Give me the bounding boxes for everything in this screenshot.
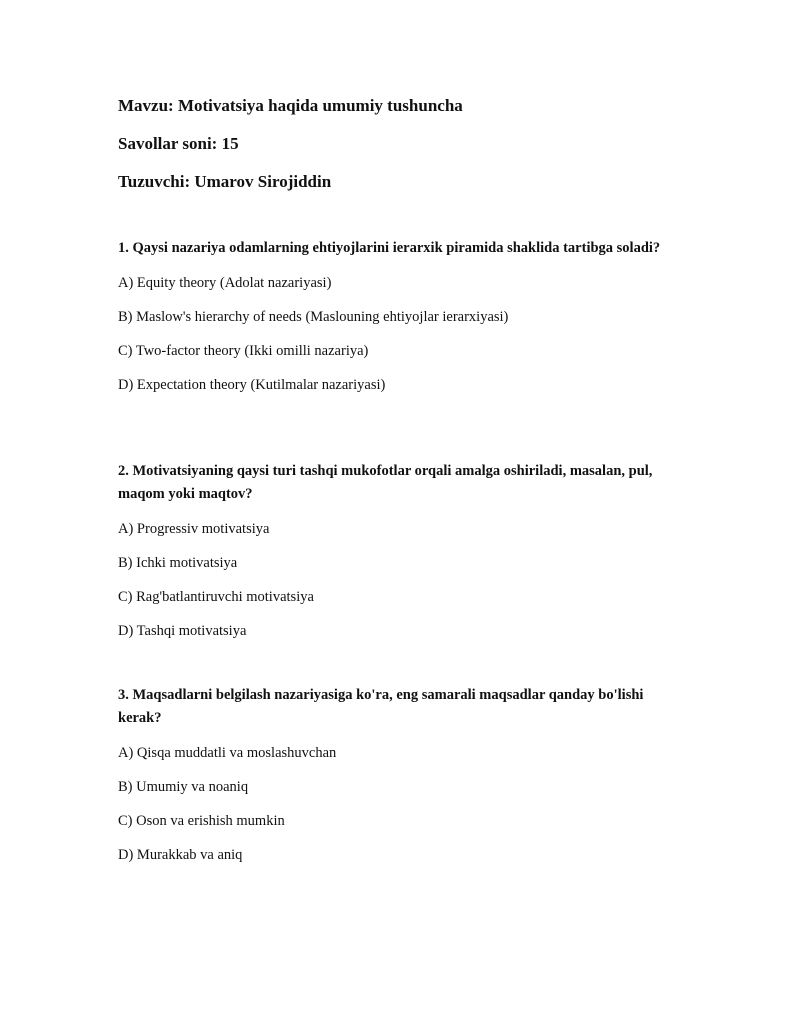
question-block-3 xyxy=(118,684,678,864)
question-block-1 xyxy=(118,237,678,394)
answer-option-c: C) Oson va erishish mumkin xyxy=(118,813,285,829)
answer-option-b: B) Ichki motivatsiya xyxy=(118,555,238,571)
answer-option-d: D) Murakkab va aniq xyxy=(118,847,243,863)
answer-option-a: A) Qisqa muddatli va moslashuvchan xyxy=(118,745,337,761)
answer-option-a: A) Equity theory (Adolat nazariyasi) xyxy=(118,275,332,291)
question-text: 3. Maqsadlarni belgilash nazariyasiga ko'ra, eng samarali maqsadlar qanday bo'lishi kerak? xyxy=(118,687,644,726)
question-count-heading: Savollar soni: 15 xyxy=(118,134,239,153)
answer-option-c: C) Rag'batlantiruvchi motivatsiya xyxy=(118,589,314,605)
answer-option-b: B) Umumiy va noaniq xyxy=(118,779,249,795)
answer-option-a: A) Progressiv motivatsiya xyxy=(118,521,270,537)
author-heading: Tuzuvchi: Umarov Sirojiddin xyxy=(118,172,332,191)
answer-option-d: D) Expectation theory (Kutilmalar nazariyasi) xyxy=(118,377,386,393)
answer-option-d: D) Tashqi motivatsiya xyxy=(118,623,247,639)
question-text: 2. Motivatsiyaning qaysi turi tashqi mukofotlar orqali amalga oshiriladi, masalan, pul, maqom yoki maqtov? xyxy=(118,463,653,502)
question-block-2 xyxy=(118,460,678,640)
question-text: 1. Qaysi nazariya odamlarning ehtiyojlarini ierarxik piramida shaklida tartibga soladi? xyxy=(118,240,661,256)
answer-option-b: B) Maslow's hierarchy of needs (Maslouning ehtiyojlar ierarxiyasi) xyxy=(118,309,509,325)
topic-heading: Mavzu: Motivatsiya haqida umumiy tushuncha xyxy=(118,96,463,115)
answer-option-c: C) Two-factor theory (Ikki omilli nazariya) xyxy=(118,343,369,359)
